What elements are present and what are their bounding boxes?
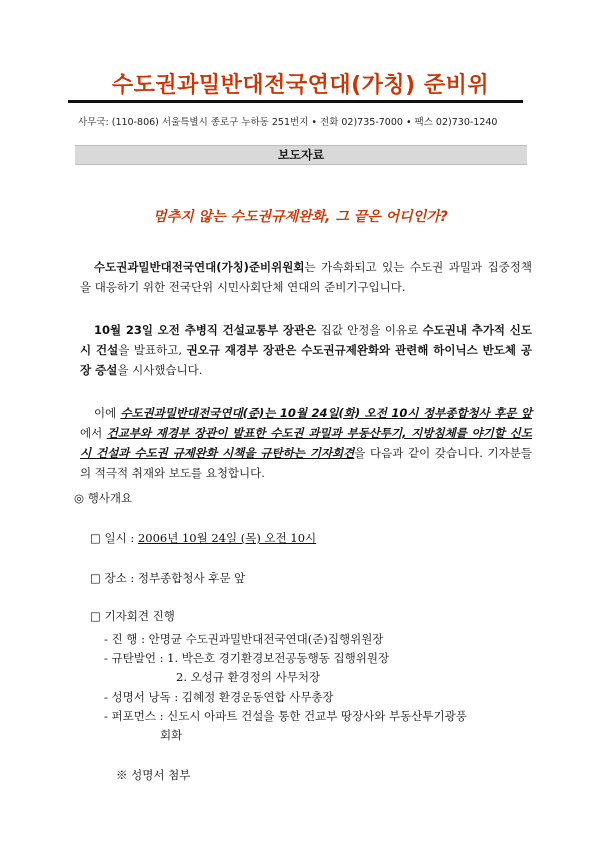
ann-part-1: 10월 23일 오전 추병직 건설교통부 장관은 [94,323,317,337]
title-rule [68,100,523,103]
conf-part-5: 을 다음과 같이 갖습니다. 기자분들의 적극적 취재와 보도를 요청합니다. [80,446,532,480]
announcement-paragraph [80,320,532,380]
headline: 멈추지 않는 수도권규제완화, 그 끝은 어디인가? [153,209,448,225]
program-item-host: - 진 행 : 안명균 수도권과밀반대전국연대(준)집행위원장 [104,632,384,646]
event-place: □ 장소 : 정부종합청사 후문 앞 [90,571,246,585]
press-release-label: 보도자료 [75,145,527,165]
ann-part-6: 을 시사했습니다. [117,363,203,377]
press-conference-paragraph [80,403,532,483]
ann-part-4: 을 발표하고, [118,343,187,357]
event-date [90,530,316,546]
conf-part-1: 이에 [94,406,121,420]
intro-text: 는 가속화되고 있는 수도권 과밀과 집중정책을 대응하기 위한 전국단위 시민사회단체 연대의 준비기구입니다. [80,260,532,294]
date-value: 2006년 10월 24일 (목) 오전 10시 [137,531,317,545]
program-item-speech-2: 2. 오성규 환경정의 사무처장 [176,670,321,684]
attachment-note: ※ 성명서 첨부 [116,768,191,782]
ann-part-2: 집값 안정을 이유로 [316,323,423,337]
event-heading: ◎ 행사개요 [74,491,133,505]
org-name: 수도권과밀반대전국연대(가칭)준비위원회 [94,260,305,274]
conf-part-4: 건교부와 재경부 장관이 발표한 수도권 과밀과 부동산투기, 지방침체를 야기할 신도시 건설과 수도권 규제완화 시책을 규탄하는 기자회견 [80,426,533,460]
document-title: 수도권과밀반대전국연대(가칭) 준비위 [111,73,490,98]
program-item-speech-1: - 규탄발언 : 1. 박은호 경기환경보전공동행동 집행위원장 [104,651,390,665]
ann-part-3: 수도권내 추가적 신도시 건설 [80,323,532,357]
office-info: 사무국: (110-806) 서울특별시 종로구 누하동 251번지 • 전화 02)735-7000 • 팩스 02)730-1240 [78,117,498,128]
program-item-performance: - 퍼포먼스 : 신도시 아파트 건설을 통한 건교부 땅장사와 부동산투기광풍 [104,709,467,723]
conf-part-3: 에서 [80,426,107,440]
date-label: □ 일시 : [90,531,138,545]
ann-part-5: 권오규 재경부 장관은 수도권규제완화와 관련해 하이닉스 반도체 공장 증설 [80,343,532,377]
program-item-statement: - 성명서 낭독 : 김혜정 환경운동연합 사무총장 [104,690,334,704]
program-item-performance-cont: 회화 [160,728,183,742]
intro-paragraph [80,257,532,297]
conf-part-2: 수도권과밀반대전국연대(준)는 10월 24일(화) 오전 10시 정부종합청사 후문 앞 [120,406,533,420]
event-program: □ 기자회견 진행 [90,609,175,623]
